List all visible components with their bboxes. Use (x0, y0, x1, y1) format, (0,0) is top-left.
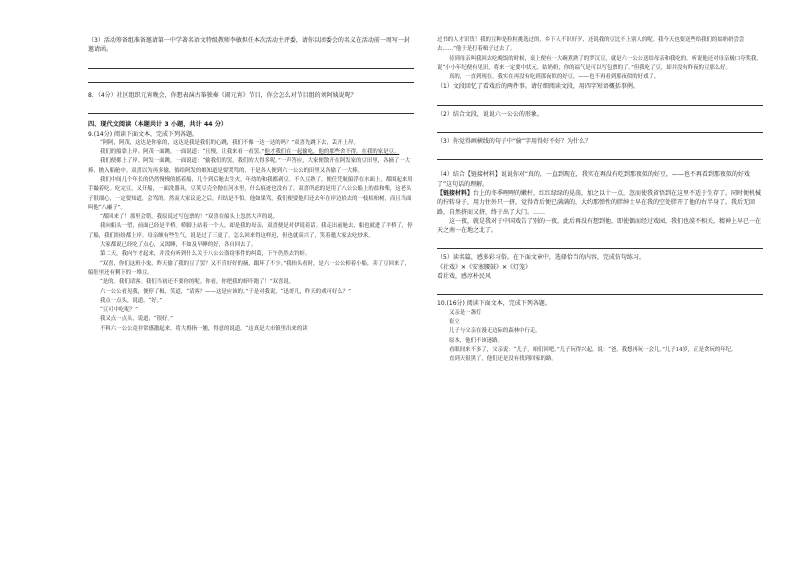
paragraph: 真的，一直到现在，我实在再没有吃到那夜似的好豆，——也不再看到那夜似的好戏了。 (449, 74, 660, 81)
answer-line[interactable] (88, 100, 414, 114)
link-material-text-2: 这一夜，就是我对于中国戏告了别的一夜，此后再没有想到他，即使偶而经过戏园，我们也漠不相关，精神上早已一在天之南一在地之北了。 (437, 217, 762, 235)
reading-passage (88, 139, 414, 334)
section-heading: 四、现代文阅读（本题共计 3 小题，共计 44 分） (88, 120, 228, 128)
paragraph: 我们中间几个年长的仍然慢慢的摇着船，几个到后舱去生火，年幼的和我都剥豆。不久豆熟了，便任凭航船浮在水面上，都围起来用手撮着吃。吃完豆，又开船，一面洗器具，豆荚豆壳全抛在河水里，什么痕迹也没有了。双喜所虑的是用了八公公船上的盐和柴，这老头子很细心，一定要知道，会骂的。然而大家议论之后，归结是不怕。他如果骂，我们便要他归还去年在岸边拾去的一枝枯桕树，而且当面叫他“八癞子”。 (88, 176, 413, 211)
sub-question-4: （4）结合【链接材料】说说你对“真的，一直到现在，我实在再没有吃到那夜似的好豆，——也不再看到那夜似的好戏了”这句话的理解。 (437, 171, 750, 188)
passage-author: 崔立 (449, 318, 460, 325)
paragraph: 第二天，我向午才起来，并没有听到什么关于八公公盗窃事件的纠葛，下午仍然去钓虾。 (100, 251, 311, 258)
paragraph: “是的。我们请客。我们当初还不要你的呢。你看，你把我的虾吓跑了！”双喜说。 (100, 279, 295, 286)
paragraph: “双喜，你们这班小鬼，昨天偷了我的豆了罢？又不肯好好的摘，蹋坏了不少。”我抬头看时，是六一公公棹着小船，卖了豆回来了，船肚里还有剩下的一堆豆。 (88, 260, 411, 276)
link-material-text: 台上的冬季哩哩的嫩杆，红红绿绿的晃荡，加之以十一点，忽而使我省悟到在这里不适于生存了。同时便机械的拧转身子，用力往外只一挤，觉得背后便已满满的，大约那弹性的胖绅士早在我的空处胖开了他的右半身了。我后无回路，自然挤而又挤，终于出了大门。…… (437, 189, 762, 216)
answer-line[interactable] (437, 92, 763, 106)
question-9-heading: 9.(14分) 阅读下面文本，完成下列各题。 (88, 130, 198, 138)
paragraph: “豆可中吃呢？” (100, 307, 138, 314)
answer-line[interactable] (88, 55, 414, 69)
answer-line[interactable] (437, 146, 763, 160)
paragraph-text: 我们的船靠上岸。阿茂一面跳，一面说道：“且慢，让我来看一看罢。” (100, 149, 265, 156)
paragraph: 直到天很黑了，他们还是没有找到回家的路。 (449, 356, 557, 363)
sub-question-1: （1）文段回忆了看戏后的两件事。请仔细阅读文段，用四字短语概括事例。 (437, 83, 639, 91)
paragraph: 待到母亲叫我回去吃晚饭的时候，桌上便有一大碗煮熟了的罗汉豆，就是六一公公送给母亲和我吃的。听说他还对母亲极口夸奖我，说“小小年纪便有见识，将来一定要中状元。姑奶奶，你的福气是可以写包票的了。”但我吃了豆，却并没有昨夜的豆那么好。 (437, 55, 762, 71)
essay-options: 《社戏》✕《安塞腰鼓》✕《灯笼》 (437, 263, 532, 271)
left-column (88, 36, 414, 334)
paragraph: 六一公公看见我，便停了楫，笑道，“请客？——这是应该的。”于是对我说，“迅哥儿，昨天的戏可好么？” (100, 288, 351, 295)
paragraph: “阿阿，阿茂，这达是你家的，这达是我是我们的心跳，我们不像一达一达的吗？”双喜先跳下去，丢开上岸。 (100, 139, 359, 146)
sub-question-2: （2）结合文段，说说六一公公的形象。 (437, 110, 543, 118)
link-material-label: 【链接材料】 (437, 189, 474, 197)
paragraph: 儿子与父亲在漫无边际的森林中行走。 (449, 328, 541, 335)
paragraph: 不料六一公公竟非常感激起来，将大拇指一翘，得意的说道，“这真是大市镇里出来的读 (100, 325, 308, 332)
answer-line[interactable] (437, 119, 763, 133)
sub-question-3: （3）你觉得画横线的句子中“偷”字用得好不好？为什么？ (437, 138, 592, 146)
question-10-heading: 10.(16分) 阅读下面文本，完成下列各题。 (437, 300, 551, 308)
question-3: （3）活动筹备组准备邀请第一中学著名语文特级教师李敏担任本次活动主评委，请你以团委会的名义在活动前一周写一封邀请函。 (88, 37, 410, 54)
example-phrase: 看社戏，感淳朴民风 (437, 273, 492, 281)
paragraph: 我又点一点头，说道，“很好。” (100, 316, 173, 323)
link-material (437, 189, 763, 217)
answer-line[interactable] (88, 69, 414, 83)
answer-line[interactable] (437, 235, 763, 249)
paragraph: 我点一点头，说道，“好。” (100, 297, 163, 304)
paragraph: “都回来了！那里会错。我原说过写包票的！”双喜在船头上忽然大声的说。 (100, 214, 279, 221)
paragraph: 看眼间来不多了，父亲说：“儿子，咱们回吧。”儿子玩得兴起，说：“爸，我想再玩一会儿。”儿子14岁，正是贪玩的年纪。 (449, 346, 737, 353)
paragraph: 过书的人才识货！我的豆种是粒粒挑选过的，乡下人不识好歹，还说我的豆比不上别人的呢。我今天也要送些给我们的姑奶奶尝尝去……”他于是打着楫子过去了。 (437, 37, 745, 53)
paragraph (88, 148, 414, 157)
answer-line[interactable] (437, 281, 763, 295)
paragraph: 我们便都上了岸。阿发一面跳，一面说道：“偷我们的罢，我们的大得多呢。”一声答应，大家便散开在阿发家的豆田里，各摘了一大捧，抛入船舱中。双喜以为再多偷，倘给阿发的娘知道是要哭骂的，于是各人便到六一公公的田里又各偷了一大捧。 (88, 158, 411, 174)
sub-question-5: （5）读名篇，感多彩习俗。在下面文章中，选择恰当的内容，完成仿句练习。 (437, 254, 645, 262)
right-column (437, 36, 763, 364)
reading-passage-2 (437, 309, 763, 365)
reading-passage-continued (437, 36, 763, 82)
passage-title: 又亲是一盏灯 (449, 309, 482, 316)
paragraph: 大家都说已经吃了点心，又渴睡，不如及早睡的好，各自回去了。 (100, 242, 257, 249)
question-8: 8．（4分）社区组织元宵晚会，你想表演古筝独奏《闹元宵》节目，你会怎么对节目组的刘阿姨说呢？ (88, 91, 357, 99)
paragraph: 我向船头一望，前面已经是平桥。桥脚上站着一个人，却是我的母亲，双喜便是对伊说着话。我走出前舱去，船也就进了平桥了，停了船，我们纷纷都上岸。母亲颇有些生气，说是过了三更了，怎么回来得这样迟，但也就高兴了，笑着邀大家去吃炒米。 (88, 223, 413, 239)
underlined-sentence: 他才我们在一起偷吃，他的那些舍不得，在我的家是豆。 (264, 149, 400, 156)
paragraph: 原本，他们不该迷路。 (449, 337, 503, 344)
